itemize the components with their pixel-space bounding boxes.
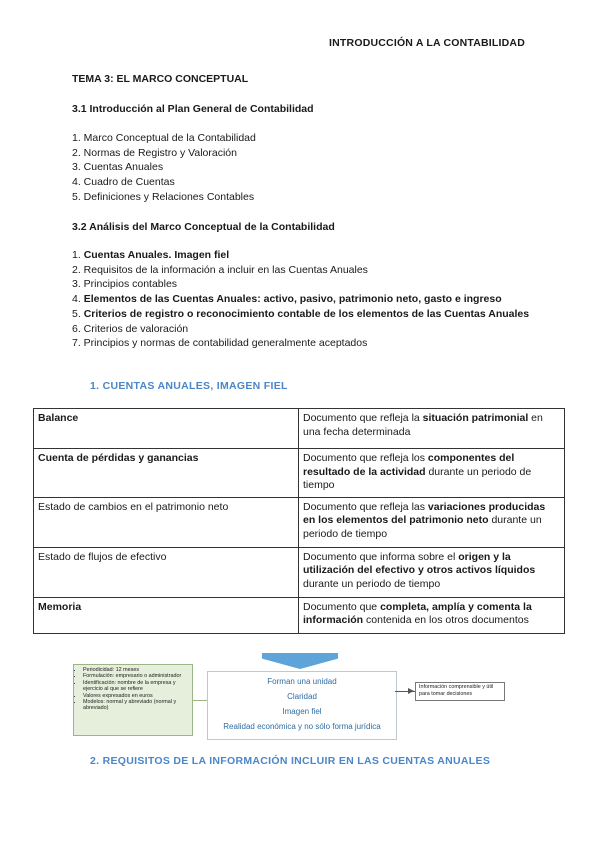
list-item: • Identificación: nombre de la empresa y ejercicio al que se refiere xyxy=(83,680,189,693)
table-row xyxy=(34,497,565,547)
list-item: • Modelos: normal y abreviado (normal y abreviado) xyxy=(83,699,189,712)
center-item: Claridad xyxy=(287,692,317,701)
center-item: Imagen fiel xyxy=(282,707,322,716)
heading-cuentas-anuales: 1. CUENTAS ANUALES, IMAGEN FIEL xyxy=(90,380,288,392)
doc-name: Estado de flujos de efectivo xyxy=(34,547,299,597)
list-item: • Valores expresados en euros xyxy=(83,693,189,699)
list-item: 7. Principios y normas de contabilidad generalmente aceptados xyxy=(72,337,368,350)
list-item: • Periodicidad: 12 meses xyxy=(83,667,189,673)
arrow-right-icon xyxy=(408,688,414,694)
list-item: 1. Cuentas Anuales. Imagen fiel xyxy=(72,249,230,261)
doc-name: Memoria xyxy=(34,597,299,633)
list-item: • Formulación: empresario o administrador xyxy=(83,673,189,679)
section-32-heading: 3.2 Análisis del Marco Conceptual de la Contabilidad xyxy=(72,221,335,233)
down-arrow-icon xyxy=(262,653,338,669)
table-row xyxy=(34,409,565,449)
doc-description: Documento que refleja las variaciones producidas en los elementos del patrimonio neto durante un periodo de tiempo xyxy=(299,497,565,547)
principios-box xyxy=(207,671,397,740)
page-header-title: INTRODUCCIÓN A LA CONTABILIDAD xyxy=(329,37,525,49)
doc-description: Documento que completa, amplía y comenta la información contenida en los otros documentos xyxy=(299,597,565,633)
doc-description: Documento que refleja la situación patrimonial en una fecha determinada xyxy=(299,409,565,449)
doc-name: Balance xyxy=(34,409,299,449)
list-item: 3. Principios contables xyxy=(72,278,178,291)
list-item: 2. Requisitos de la información a incluir en las Cuentas Anuales xyxy=(72,263,368,276)
center-item: Realidad económica y no sólo forma jurídica xyxy=(223,722,381,731)
list-item: 1. Marco Conceptual de la Contabilidad xyxy=(72,132,256,144)
list-item: 4. Cuadro de Cuentas xyxy=(72,176,175,189)
table-row xyxy=(34,547,565,597)
list-item: 2. Normas de Registro y Valoración xyxy=(72,146,237,159)
list-item: 4. Elementos de las Cuentas Anuales: activo, pasivo, patrimonio neto, gasto e ingreso xyxy=(72,293,502,306)
tema-title: TEMA 3: EL MARCO CONCEPTUAL xyxy=(72,73,249,85)
list-item: 3. Cuentas Anuales xyxy=(72,161,164,174)
list-item: 5. Definiciones y Relaciones Contables xyxy=(72,190,255,203)
requisitos-formales-box xyxy=(73,664,193,736)
list-item: 6. Criterios de valoración xyxy=(72,322,189,335)
table-row xyxy=(34,597,565,633)
heading-requisitos: 2. REQUISITOS DE LA INFORMACIÓN INCLUIR EN LAS CUENTAS ANUALES xyxy=(90,755,491,767)
doc-name: Estado de cambios en el patrimonio neto xyxy=(34,497,299,547)
section-32-list xyxy=(72,248,532,351)
informacion-util-box: Información comprensible y útil para tomar decisiones xyxy=(415,682,505,701)
section-31-heading: 3.1 Introducción al Plan General de Contabilidad xyxy=(72,103,314,115)
cuentas-anuales-table xyxy=(33,408,565,634)
connector-line xyxy=(193,700,207,701)
list-item: 5. Criterios de registro o reconocimiento contable de los elementos de las Cuentas Anuales xyxy=(72,307,530,320)
table-row xyxy=(34,449,565,498)
doc-description: Documento que informa sobre el origen y la utilización del efectivo y otros activos líquidos durante un periodo de tiempo xyxy=(299,547,565,597)
center-item: Forman una unidad xyxy=(267,677,337,686)
doc-name: Cuenta de pérdidas y ganancias xyxy=(34,449,299,498)
doc-description: Documento que refleja los componentes del resultado de la actividad durante un periodo de tiempo xyxy=(299,449,565,498)
section-31-list xyxy=(72,131,532,205)
